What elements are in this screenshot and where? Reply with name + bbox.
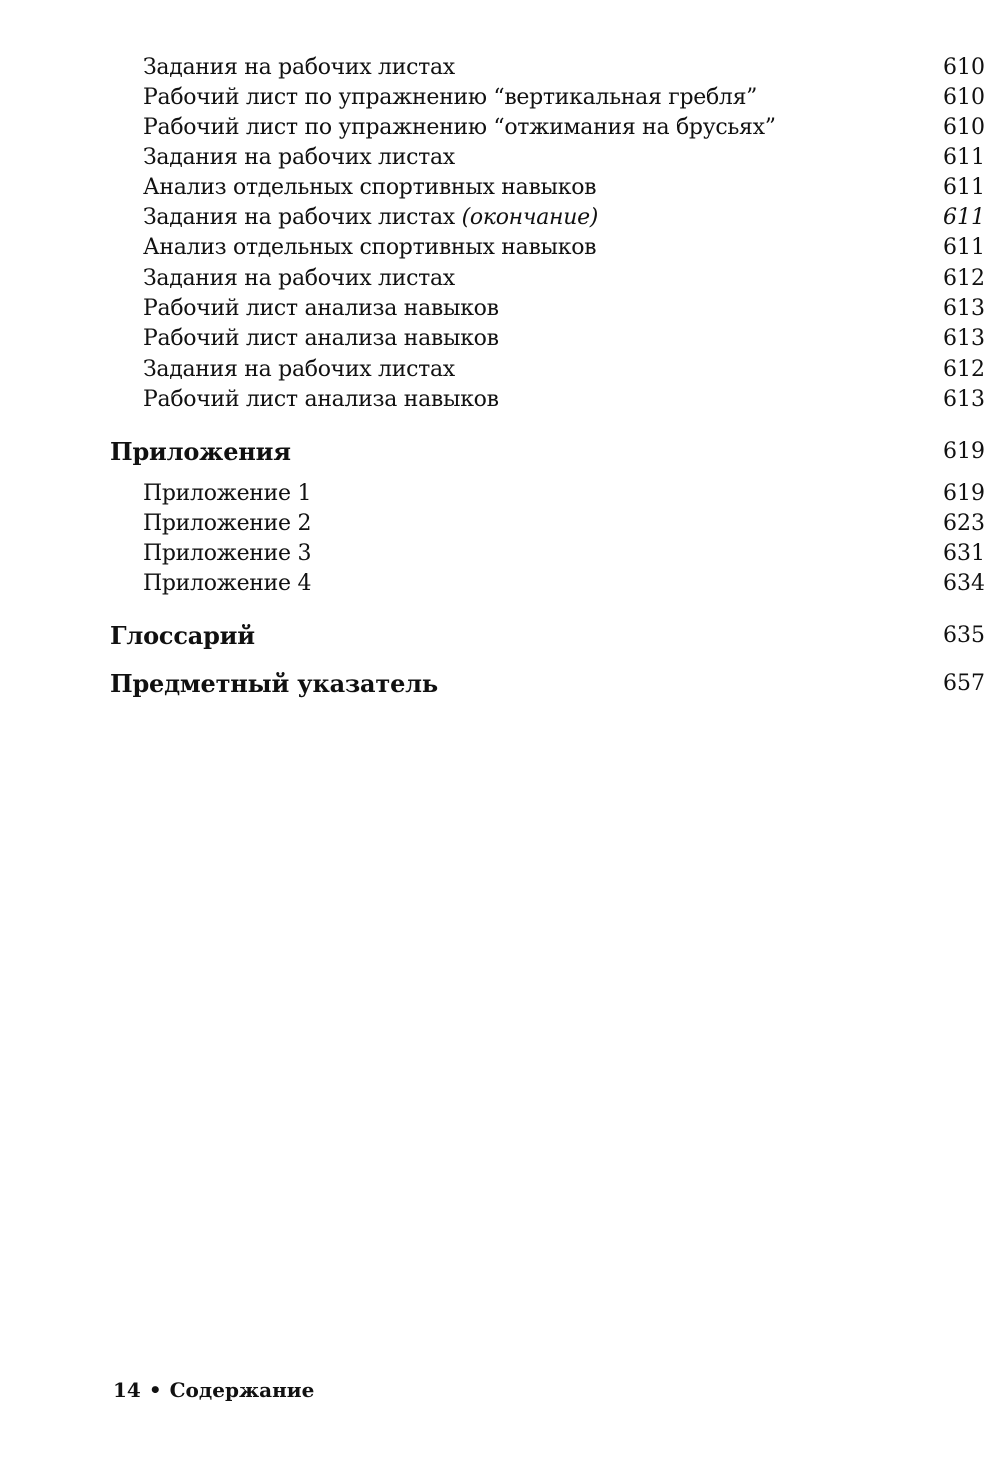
toc-entry-page: 610 [943,115,985,140]
footer-page-number: 14 [113,1378,141,1402]
toc-entry-page: 612 [943,357,985,382]
toc-entry [0,509,1000,539]
toc-entry [0,53,1000,83]
toc-entry-page: 611 [943,145,985,170]
toc-section-appendices [0,436,1000,466]
footer-section-title: Содержание [169,1378,315,1402]
toc-entry-page: 610 [943,85,985,110]
toc-entry [0,233,1000,263]
toc-entry-title: Рабочий лист анализа навыков [143,326,499,351]
toc-entry-page: 611 [943,235,985,260]
toc-entry-title: Задания на рабочих листах [143,145,455,170]
toc-entry [0,539,1000,569]
toc-section-title: Глоссарий [110,621,255,650]
toc-entry-title-text: Задания на рабочих листах [143,205,455,230]
toc-entry-title: Задания на рабочих листах [143,55,455,80]
toc-entry-title: Задания на рабочих листах [143,357,455,382]
toc-entry-page: 613 [943,326,985,351]
toc-entry [0,173,1000,203]
toc-entry [0,264,1000,294]
toc-entry-title: Задания на рабочих листах [143,266,455,291]
toc-entry [0,569,1000,599]
toc-entry [0,294,1000,324]
toc-entry [0,203,1000,233]
toc-section-glossary [0,620,1000,650]
toc-section-title: Приложения [110,437,291,466]
toc-entry-page: 612 [943,266,985,291]
toc-entry [0,83,1000,113]
toc-section-page: 619 [943,439,985,464]
toc-entry-page: 610 [943,55,985,80]
toc-entry-title: Приложение 3 [143,541,312,566]
footer-bullet: • [148,1378,162,1402]
toc-entry-title: Приложение 4 [143,571,312,596]
toc-entry-page: 634 [943,571,985,596]
toc-entry-title: Рабочий лист по упражнению “вертикальная гребля” [143,85,758,110]
toc-entry [0,355,1000,385]
toc-entry-title: Рабочий лист анализа навыков [143,387,499,412]
toc-entry-title: Рабочий лист по упражнению “отжимания на брусьях” [143,115,776,140]
toc-entry-title: Приложение 2 [143,511,312,536]
toc-entry-page: 611 [943,175,985,200]
toc-entry-page: 613 [943,296,985,321]
toc-section-index [0,668,1000,698]
toc-entry [0,143,1000,173]
toc-section-title: Предметный указатель [110,669,438,698]
toc-section-page: 657 [943,671,985,696]
toc-entry [0,113,1000,143]
toc-entry [0,479,1000,509]
toc-entry-page: 613 [943,387,985,412]
toc-entry-title: Анализ отдельных спортивных навыков [143,235,597,260]
toc-entry-page: 619 [943,481,985,506]
toc-entry-page: 623 [943,511,985,536]
toc-entry-page: 611 [943,205,985,230]
toc-section-page: 635 [943,623,985,648]
toc-entry-note: (окончание) [461,205,599,230]
toc-entry [0,324,1000,354]
toc-entry-title [143,203,598,233]
toc-entry-title: Анализ отдельных спортивных навыков [143,175,597,200]
toc-entry-title: Приложение 1 [143,481,312,506]
toc-entry-page: 631 [943,541,985,566]
toc-entry-title: Рабочий лист анализа навыков [143,296,499,321]
page-footer [113,1376,314,1404]
toc-entry [0,385,1000,415]
